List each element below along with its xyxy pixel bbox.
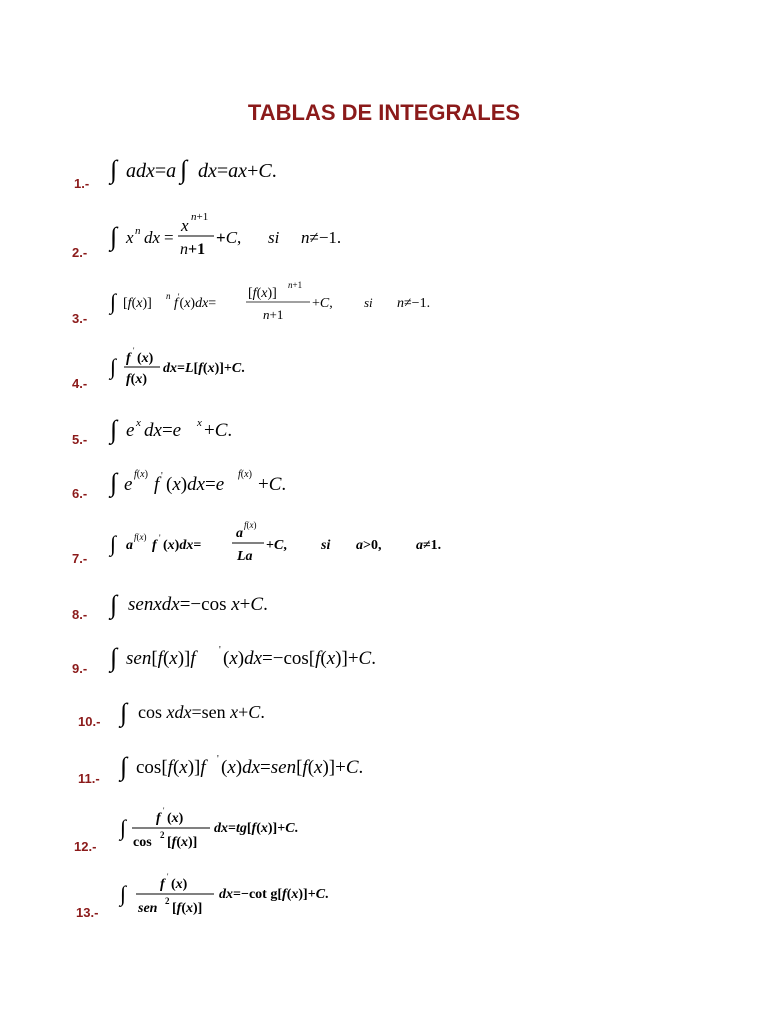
formula-number: 7.- [72,551,88,566]
svg-text:a: a [126,538,133,553]
label-La: La [237,549,253,564]
svg-text:dx=ax+C.: dx=ax+C. [198,160,277,182]
svg-text:': ' [217,754,219,765]
svg-text:2: 2 [165,896,170,906]
svg-text:f'(x)dx=: f'(x)dx= [174,292,217,311]
svg-text:∫: ∫ [120,698,128,727]
svg-text:∫: ∫ [110,643,118,672]
svg-text:f: f [126,351,131,366]
svg-text:+C.: +C. [204,420,233,441]
label-cos: cos [133,835,152,850]
svg-text:dx: dx [144,228,161,247]
svg-text:sen[f(x)]f: sen[f(x)]f [126,648,196,669]
svg-text:[f(x)]: [f(x)] [248,286,277,301]
svg-text:e: e [124,474,133,495]
svg-text:adx=a: adx=a [126,160,177,182]
formula-4 [108,342,348,392]
svg-text:∫: ∫ [120,881,127,906]
svg-text:x: x [136,417,141,429]
svg-text:dx=L[f(x)]+C.: dx=L[f(x)]+C. [163,361,245,376]
formula-8 [108,582,328,624]
label-si: si [321,538,331,553]
svg-text:(x)dx=sen[f(x)]+C.: (x)dx=sen[f(x)]+C. [221,757,364,778]
label-cotg: cot g [248,887,278,902]
svg-text:[f(x)]: [f(x)] [167,835,198,850]
label-cos: cos [136,757,162,778]
label-L: L [184,361,194,376]
svg-text:x: x [126,228,134,247]
svg-text:+C,: +C, [312,296,333,311]
formula-5 [108,406,308,450]
svg-text:cos[f(x)]f: cos[f(x)]f [136,757,206,778]
svg-text:f: f [160,877,165,892]
formula-3 [108,275,468,327]
formula-13 [118,866,418,924]
svg-text:(x): (x) [137,351,154,366]
formula-10 [118,690,318,732]
svg-text:dx=tg[f(x)]+C.: dx=tg[f(x)]+C. [214,821,299,836]
svg-text:e: e [126,420,135,441]
svg-text:n+1: n+1 [180,241,206,258]
svg-text:+C,: +C, [266,538,287,553]
formula-number: 9.- [72,661,88,676]
formula-number: 13.- [76,905,99,920]
svg-text:dx=e: dx=e [144,420,182,441]
svg-text:f(x): f(x) [244,520,257,530]
formula-11 [118,742,398,786]
svg-text:dx=−cot g[f(x)]+C.: dx=−cot g[f(x)]+C. [219,887,329,902]
svg-text:f(x): f(x) [126,372,148,387]
svg-text:': ' [219,645,221,656]
formula-number: 2.- [72,245,88,260]
svg-text:n+1: n+1 [263,307,284,322]
svg-text:a: a [236,526,243,541]
formula-number: 8.- [72,607,88,622]
svg-text:∫: ∫ [110,415,118,444]
svg-text:[f(x)]: [f(x)] [123,296,152,311]
label-sen: sen [126,648,152,669]
svg-text:senxdx=−cos x+C.: senxdx=−cos x+C. [128,594,268,615]
svg-text:': ' [133,346,135,355]
svg-text:(x)dx=e: (x)dx=e [166,474,225,495]
svg-text:(x)dx=: (x)dx= [163,538,202,553]
svg-text:': ' [167,872,169,881]
svg-text:∫: ∫ [110,289,117,314]
svg-text:f: f [152,538,157,553]
formula-number: 10.- [78,714,101,729]
formula-1 [108,148,308,188]
svg-text:=: = [164,228,174,247]
label-cos: cos [283,648,309,669]
svg-text:∫: ∫ [180,155,188,184]
page-title: TABLAS DE INTEGRALES [247,100,521,125]
formula-9 [108,634,388,678]
label-sen: sen [270,757,297,778]
formula-7 [108,514,468,570]
svg-text:x: x [181,216,189,235]
svg-text:+C,: +C, [216,228,242,247]
svg-text:∫: ∫ [110,531,117,556]
svg-text:∫: ∫ [110,590,118,619]
svg-text:∫: ∫ [110,468,118,497]
label-si: si [268,228,280,247]
svg-text:2: 2 [160,830,165,840]
label-cos: cos [201,594,227,615]
label-tg: tg [235,821,247,836]
formula-6 [108,458,328,502]
label-si: si [364,295,373,310]
svg-text:∫: ∫ [120,752,128,781]
svg-text:[f(x)]: [f(x)] [172,901,203,916]
svg-text:a≠1.: a≠1. [416,538,442,553]
svg-text:n≠−1.: n≠−1. [397,296,431,311]
formula-number: 4.- [72,376,88,391]
svg-text:f(x): f(x) [238,469,252,480]
label-sen: sen [138,901,158,916]
svg-text:x: x [197,417,202,429]
formula-number: 11.- [78,771,100,786]
svg-text:∫: ∫ [110,155,118,184]
formula-number: 1.- [74,176,90,191]
svg-text:cos xdx=sen x+C.: cos xdx=sen x+C. [138,702,265,722]
formula-number: 5.- [72,432,88,447]
svg-text:f(x): f(x) [134,532,147,542]
svg-text:f: f [154,474,160,495]
formula-2 [108,205,388,261]
svg-text:cos [133,835,152,850]
svg-text:∫: ∫ [110,222,118,251]
svg-text:': ' [159,533,161,543]
svg-text:': ' [161,471,163,482]
svg-text:f(x): f(x) [134,469,148,480]
svg-text:f: f [156,811,161,826]
svg-text:(x): (x) [171,877,188,892]
svg-text:∫: ∫ [110,354,117,379]
formula-number: 3.- [72,311,88,326]
svg-text:a>0,: a>0, [356,538,382,553]
svg-text:n: n [166,291,171,301]
svg-text:n: n [135,225,141,237]
formula-number: 12.- [74,839,97,854]
label-sen: sen [128,594,154,615]
formula-number: 6.- [72,486,88,501]
svg-text:n+1: n+1 [191,211,209,223]
svg-text:(x): (x) [167,811,184,826]
svg-text:(x)dx=−cos[f(x)]+C.: (x)dx=−cos[f(x)]+C. [223,648,376,669]
label-cos: cos [138,702,162,722]
svg-text:∫: ∫ [120,815,127,840]
svg-text:+C.: +C. [258,474,287,495]
svg-text:n≠−1.: n≠−1. [301,228,342,247]
formula-12 [118,800,398,858]
svg-text:': ' [163,806,165,815]
svg-text:n+1: n+1 [288,280,303,290]
